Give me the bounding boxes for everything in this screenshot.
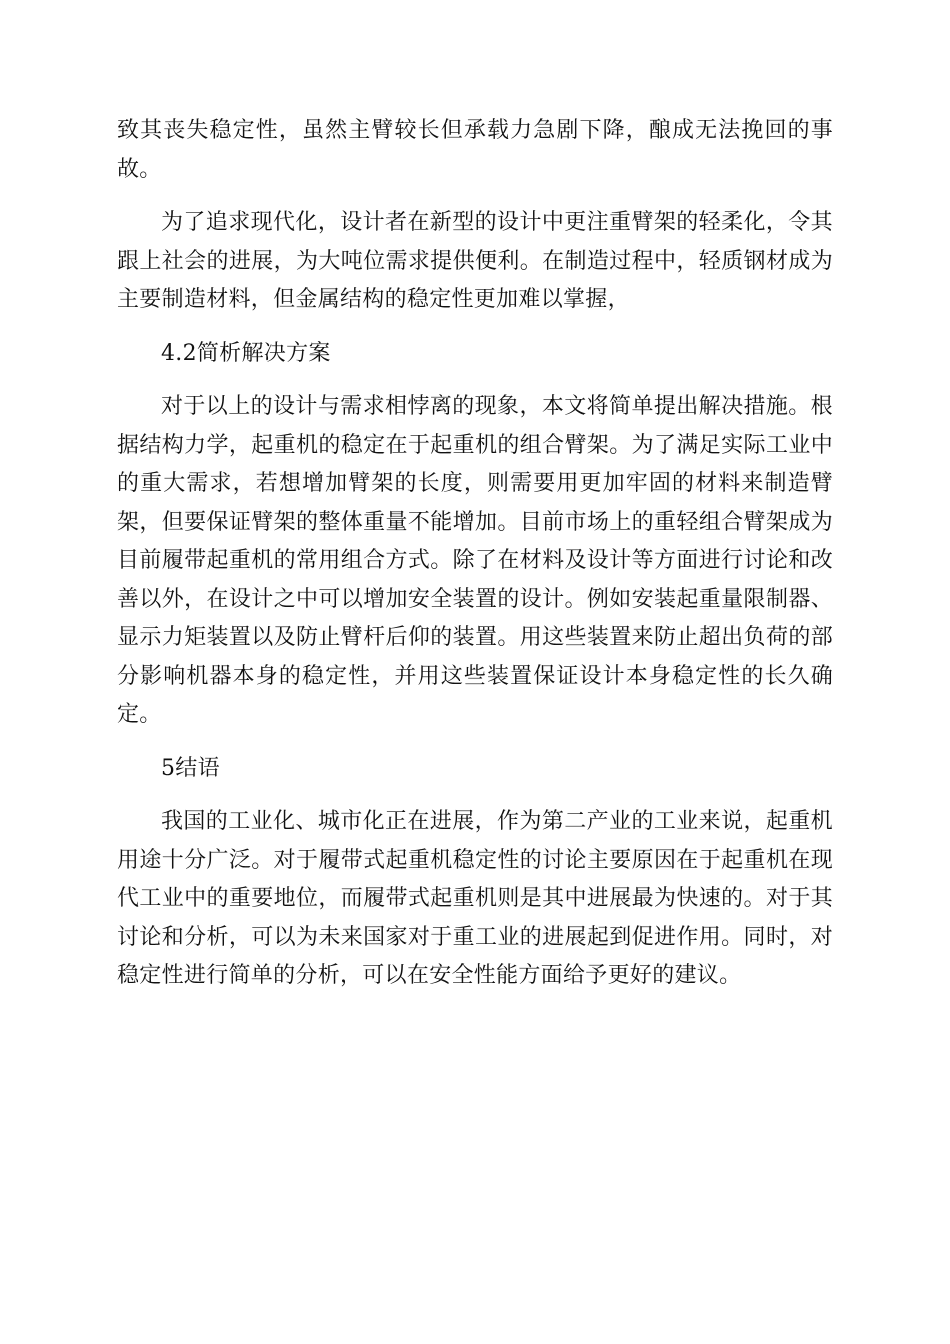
paragraph-conclusion: 我国的工业化、城市化正在进展，作为第二产业的工业来说，起重机用途十分广泛。对于履带式起重机稳定性的讨论主要原因在于起重机在现代工业中的重要地位，而履带式起重机则是其中进展最为快速的。对于其讨论和分析，可以为未来国家对于重工业的进展起到促进作用。同时，对稳定性进行简单的分析，可以在安全性能方面给予更好的建议。 xyxy=(117,809,833,988)
paragraph-solutions: 对于以上的设计与需求相悖离的现象，本文将简单提出解决措施。根据结构力学，起重机的稳定在于起重机的组合臂架。为了满足实际工业中的重大需求，若想增加臂架的长度，则需要用更加牢固的材料来制造臂架，但要保证臂架的整体重量不能增加。目前市场上的重轻组合臂架成为目前履带起重机的常用组合方式。除了在材料及设计等方面进行讨论和改善以外，在设计之中可以增加安全装置的设计。例如安装起重量限制器、显示力矩装置以及防止臂杆后仰的装置。用这些装置来防止超出负荷的部分影响机器本身的稳定性，并用这些装置保证设计本身稳定性的长久确定。 xyxy=(117,394,833,727)
paragraph-modernization: 为了追求现代化，设计者在新型的设计中更注重臂架的轻柔化，令其跟上社会的进展，为大吨位需求提供便利。在制造过程中，轻质钢材成为主要制造材料，但金属结构的稳定性更加难以掌握， xyxy=(117,210,833,312)
document-body xyxy=(117,112,833,1011)
paragraph-continuation: 致其丧失稳定性，虽然主臂较长但承载力急剧下降，酿成无法挽回的事故。 xyxy=(117,118,833,182)
section-heading-5: 5结语 xyxy=(161,755,220,781)
section-heading-4-2: 4.2简析解决方案 xyxy=(161,340,331,366)
